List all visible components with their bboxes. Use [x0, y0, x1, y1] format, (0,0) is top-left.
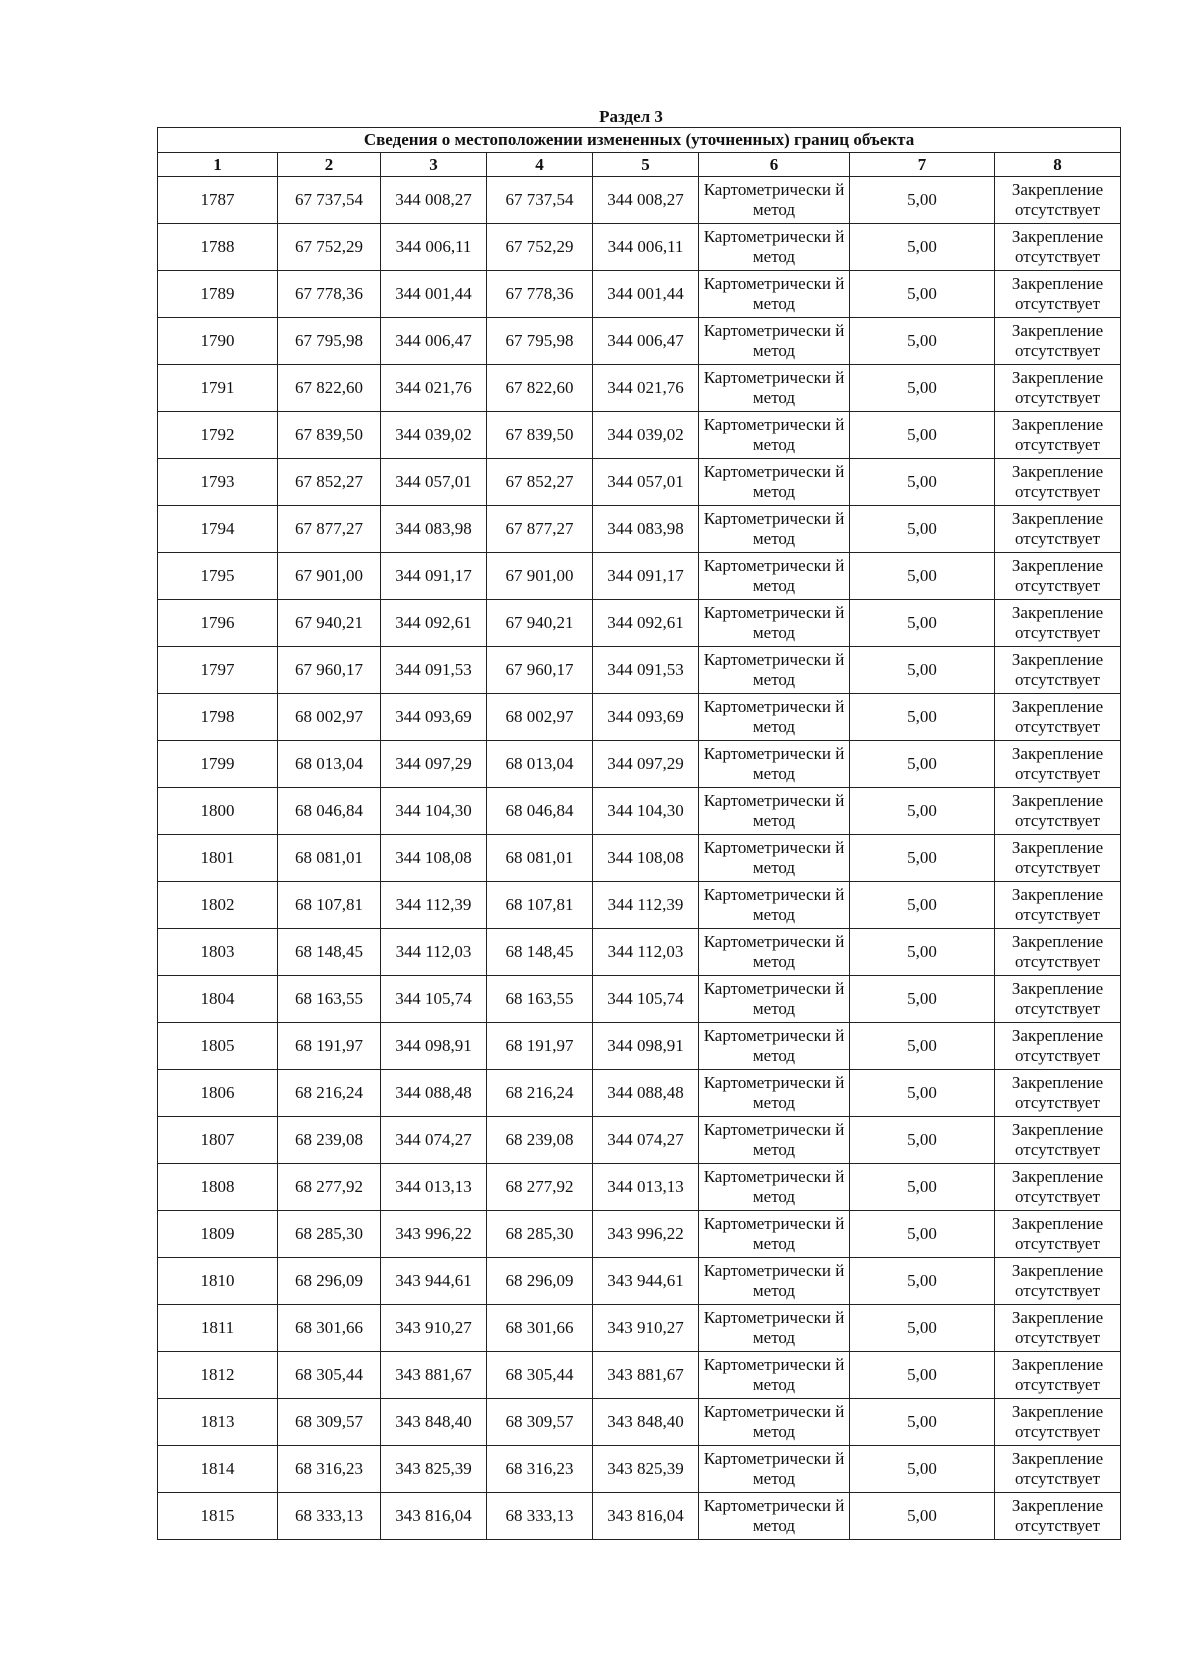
method-cell: Картометрически й метод [699, 271, 850, 318]
accuracy-cell: 5,00 [850, 365, 995, 412]
y-coordinate-cell: 344 001,44 [593, 271, 699, 318]
x-coordinate-cell: 68 013,04 [487, 741, 593, 788]
fixation-cell: Закрепление отсутствует [995, 412, 1121, 459]
accuracy-cell: 5,00 [850, 506, 995, 553]
x-coordinate-cell: 67 795,98 [487, 318, 593, 365]
accuracy-cell: 5,00 [850, 694, 995, 741]
x-coordinate-cell: 67 852,27 [487, 459, 593, 506]
y-coordinate-cell: 344 021,76 [593, 365, 699, 412]
x-coordinate-cell: 68 285,30 [278, 1211, 381, 1258]
table-row [158, 1070, 1121, 1117]
y-coordinate-cell: 344 013,13 [593, 1164, 699, 1211]
fixation-cell: Закрепление отсутствует [995, 1117, 1121, 1164]
x-coordinate-cell: 68 316,23 [487, 1446, 593, 1493]
table-row [158, 177, 1121, 224]
method-cell: Картометрически й метод [699, 224, 850, 271]
point-number-cell: 1806 [158, 1070, 278, 1117]
y-coordinate-cell: 344 093,69 [381, 694, 487, 741]
table-row [158, 600, 1121, 647]
column-number: 4 [487, 153, 593, 177]
method-cell: Картометрически й метод [699, 1211, 850, 1258]
accuracy-cell: 5,00 [850, 1070, 995, 1117]
fixation-cell: Закрепление отсутствует [995, 976, 1121, 1023]
x-coordinate-cell: 68 002,97 [278, 694, 381, 741]
y-coordinate-cell: 344 091,53 [381, 647, 487, 694]
point-number-cell: 1808 [158, 1164, 278, 1211]
x-coordinate-cell: 68 316,23 [278, 1446, 381, 1493]
y-coordinate-cell: 344 039,02 [593, 412, 699, 459]
y-coordinate-cell: 344 092,61 [381, 600, 487, 647]
x-coordinate-cell: 67 822,60 [487, 365, 593, 412]
x-coordinate-cell: 67 778,36 [278, 271, 381, 318]
x-coordinate-cell: 67 752,29 [487, 224, 593, 271]
point-number-cell: 1798 [158, 694, 278, 741]
point-number-cell: 1789 [158, 271, 278, 318]
accuracy-cell: 5,00 [850, 553, 995, 600]
point-number-cell: 1804 [158, 976, 278, 1023]
y-coordinate-cell: 344 008,27 [593, 177, 699, 224]
fixation-cell: Закрепление отсутствует [995, 741, 1121, 788]
x-coordinate-cell: 68 239,08 [278, 1117, 381, 1164]
y-coordinate-cell: 344 021,76 [381, 365, 487, 412]
x-coordinate-cell: 67 877,27 [278, 506, 381, 553]
x-coordinate-cell: 68 148,45 [487, 929, 593, 976]
x-coordinate-cell: 67 822,60 [278, 365, 381, 412]
y-coordinate-cell: 344 091,53 [593, 647, 699, 694]
x-coordinate-cell: 67 752,29 [278, 224, 381, 271]
y-coordinate-cell: 343 996,22 [593, 1211, 699, 1258]
fixation-cell: Закрепление отсутствует [995, 1023, 1121, 1070]
accuracy-cell: 5,00 [850, 1493, 995, 1540]
y-coordinate-cell: 344 108,08 [381, 835, 487, 882]
fixation-cell: Закрепление отсутствует [995, 694, 1121, 741]
y-coordinate-cell: 343 910,27 [381, 1305, 487, 1352]
fixation-cell: Закрепление отсутствует [995, 600, 1121, 647]
x-coordinate-cell: 68 305,44 [278, 1352, 381, 1399]
method-cell: Картометрически й метод [699, 318, 850, 365]
point-number-cell: 1799 [158, 741, 278, 788]
y-coordinate-cell: 344 098,91 [593, 1023, 699, 1070]
x-coordinate-cell: 67 737,54 [487, 177, 593, 224]
point-number-cell: 1811 [158, 1305, 278, 1352]
y-coordinate-cell: 344 098,91 [381, 1023, 487, 1070]
method-cell: Картометрически й метод [699, 1305, 850, 1352]
x-coordinate-cell: 68 046,84 [487, 788, 593, 835]
method-cell: Картометрически й метод [699, 741, 850, 788]
x-coordinate-cell: 67 737,54 [278, 177, 381, 224]
fixation-cell: Закрепление отсутствует [995, 882, 1121, 929]
y-coordinate-cell: 344 092,61 [593, 600, 699, 647]
method-cell: Картометрически й метод [699, 929, 850, 976]
x-coordinate-cell: 68 191,97 [278, 1023, 381, 1070]
x-coordinate-cell: 68 107,81 [487, 882, 593, 929]
accuracy-cell: 5,00 [850, 741, 995, 788]
table-row [158, 1493, 1121, 1540]
accuracy-cell: 5,00 [850, 1305, 995, 1352]
y-coordinate-cell: 344 108,08 [593, 835, 699, 882]
accuracy-cell: 5,00 [850, 647, 995, 694]
fixation-cell: Закрепление отсутствует [995, 1305, 1121, 1352]
y-coordinate-cell: 344 104,30 [593, 788, 699, 835]
x-coordinate-cell: 68 013,04 [278, 741, 381, 788]
accuracy-cell: 5,00 [850, 1352, 995, 1399]
x-coordinate-cell: 68 296,09 [487, 1258, 593, 1305]
point-number-cell: 1790 [158, 318, 278, 365]
y-coordinate-cell: 344 013,13 [381, 1164, 487, 1211]
x-coordinate-cell: 68 301,66 [487, 1305, 593, 1352]
table-row [158, 929, 1121, 976]
x-coordinate-cell: 67 839,50 [278, 412, 381, 459]
table-row [158, 271, 1121, 318]
fixation-cell: Закрепление отсутствует [995, 177, 1121, 224]
point-number-cell: 1814 [158, 1446, 278, 1493]
x-coordinate-cell: 67 877,27 [487, 506, 593, 553]
point-number-cell: 1803 [158, 929, 278, 976]
x-coordinate-cell: 67 940,21 [278, 600, 381, 647]
column-number: 6 [699, 153, 850, 177]
table-row [158, 1446, 1121, 1493]
point-number-cell: 1807 [158, 1117, 278, 1164]
y-coordinate-cell: 344 001,44 [381, 271, 487, 318]
x-coordinate-cell: 68 081,01 [278, 835, 381, 882]
x-coordinate-cell: 68 285,30 [487, 1211, 593, 1258]
point-number-cell: 1812 [158, 1352, 278, 1399]
method-cell: Картометрически й метод [699, 506, 850, 553]
y-coordinate-cell: 344 088,48 [593, 1070, 699, 1117]
y-coordinate-cell: 343 881,67 [593, 1352, 699, 1399]
y-coordinate-cell: 343 996,22 [381, 1211, 487, 1258]
point-number-cell: 1796 [158, 600, 278, 647]
y-coordinate-cell: 344 006,47 [593, 318, 699, 365]
section-title: Раздел 3 [599, 107, 663, 126]
y-coordinate-cell: 344 008,27 [381, 177, 487, 224]
accuracy-cell: 5,00 [850, 788, 995, 835]
table-caption-row [158, 128, 1121, 153]
x-coordinate-cell: 68 309,57 [487, 1399, 593, 1446]
y-coordinate-cell: 344 097,29 [381, 741, 487, 788]
accuracy-cell: 5,00 [850, 1258, 995, 1305]
point-number-cell: 1800 [158, 788, 278, 835]
x-coordinate-cell: 67 901,00 [487, 553, 593, 600]
point-number-cell: 1805 [158, 1023, 278, 1070]
y-coordinate-cell: 344 006,11 [593, 224, 699, 271]
x-coordinate-cell: 67 839,50 [487, 412, 593, 459]
fixation-cell: Закрепление отсутствует [995, 365, 1121, 412]
y-coordinate-cell: 343 944,61 [381, 1258, 487, 1305]
method-cell: Картометрически й метод [699, 1399, 850, 1446]
x-coordinate-cell: 67 795,98 [278, 318, 381, 365]
y-coordinate-cell: 344 074,27 [593, 1117, 699, 1164]
table-row [158, 1305, 1121, 1352]
method-cell: Картометрически й метод [699, 788, 850, 835]
y-coordinate-cell: 344 006,11 [381, 224, 487, 271]
x-coordinate-cell: 68 163,55 [487, 976, 593, 1023]
table-row [158, 788, 1121, 835]
table-row [158, 835, 1121, 882]
table-row [158, 1399, 1121, 1446]
y-coordinate-cell: 344 057,01 [593, 459, 699, 506]
x-coordinate-cell: 68 309,57 [278, 1399, 381, 1446]
y-coordinate-cell: 343 881,67 [381, 1352, 487, 1399]
y-coordinate-cell: 344 074,27 [381, 1117, 487, 1164]
x-coordinate-cell: 67 901,00 [278, 553, 381, 600]
fixation-cell: Закрепление отсутствует [995, 224, 1121, 271]
column-number: 7 [850, 153, 995, 177]
accuracy-cell: 5,00 [850, 224, 995, 271]
method-cell: Картометрически й метод [699, 412, 850, 459]
y-coordinate-cell: 344 112,03 [381, 929, 487, 976]
x-coordinate-cell: 68 239,08 [487, 1117, 593, 1164]
x-coordinate-cell: 68 216,24 [278, 1070, 381, 1117]
y-coordinate-cell: 344 083,98 [593, 506, 699, 553]
point-number-cell: 1797 [158, 647, 278, 694]
x-coordinate-cell: 67 778,36 [487, 271, 593, 318]
y-coordinate-cell: 344 104,30 [381, 788, 487, 835]
method-cell: Картометрически й метод [699, 1352, 850, 1399]
y-coordinate-cell: 343 848,40 [381, 1399, 487, 1446]
y-coordinate-cell: 344 112,03 [593, 929, 699, 976]
point-number-cell: 1794 [158, 506, 278, 553]
method-cell: Картометрически й метод [699, 882, 850, 929]
point-number-cell: 1813 [158, 1399, 278, 1446]
fixation-cell: Закрепление отсутствует [995, 1352, 1121, 1399]
accuracy-cell: 5,00 [850, 882, 995, 929]
x-coordinate-cell: 67 960,17 [487, 647, 593, 694]
accuracy-cell: 5,00 [850, 1164, 995, 1211]
point-number-cell: 1802 [158, 882, 278, 929]
x-coordinate-cell: 68 333,13 [278, 1493, 381, 1540]
fixation-cell: Закрепление отсутствует [995, 835, 1121, 882]
method-cell: Картометрически й метод [699, 553, 850, 600]
x-coordinate-cell: 68 046,84 [278, 788, 381, 835]
point-number-cell: 1787 [158, 177, 278, 224]
accuracy-cell: 5,00 [850, 318, 995, 365]
x-coordinate-cell: 68 191,97 [487, 1023, 593, 1070]
fixation-cell: Закрепление отсутствует [995, 1070, 1121, 1117]
accuracy-cell: 5,00 [850, 177, 995, 224]
point-number-cell: 1801 [158, 835, 278, 882]
x-coordinate-cell: 67 852,27 [278, 459, 381, 506]
table-row [158, 1258, 1121, 1305]
method-cell: Картометрически й метод [699, 1070, 850, 1117]
y-coordinate-cell: 344 006,47 [381, 318, 487, 365]
fixation-cell: Закрепление отсутствует [995, 647, 1121, 694]
accuracy-cell: 5,00 [850, 835, 995, 882]
accuracy-cell: 5,00 [850, 1117, 995, 1164]
y-coordinate-cell: 344 105,74 [593, 976, 699, 1023]
y-coordinate-cell: 344 091,17 [593, 553, 699, 600]
y-coordinate-cell: 344 093,69 [593, 694, 699, 741]
x-coordinate-cell: 68 277,92 [278, 1164, 381, 1211]
table-row [158, 1352, 1121, 1399]
y-coordinate-cell: 344 105,74 [381, 976, 487, 1023]
table-row [158, 1211, 1121, 1258]
x-coordinate-cell: 68 081,01 [487, 835, 593, 882]
column-number: 2 [278, 153, 381, 177]
fixation-cell: Закрепление отсутствует [995, 1164, 1121, 1211]
method-cell: Картометрически й метод [699, 1117, 850, 1164]
accuracy-cell: 5,00 [850, 1399, 995, 1446]
table-row [158, 412, 1121, 459]
y-coordinate-cell: 344 088,48 [381, 1070, 487, 1117]
table-row [158, 318, 1121, 365]
table-row [158, 1117, 1121, 1164]
method-cell: Картометрически й метод [699, 835, 850, 882]
fixation-cell: Закрепление отсутствует [995, 459, 1121, 506]
method-cell: Картометрически й метод [699, 1023, 850, 1070]
accuracy-cell: 5,00 [850, 600, 995, 647]
x-coordinate-cell: 68 163,55 [278, 976, 381, 1023]
point-number-cell: 1788 [158, 224, 278, 271]
method-cell: Картометрически й метод [699, 647, 850, 694]
accuracy-cell: 5,00 [850, 271, 995, 318]
fixation-cell: Закрепление отсутствует [995, 788, 1121, 835]
column-number: 8 [995, 153, 1121, 177]
fixation-cell: Закрепление отсутствует [995, 1446, 1121, 1493]
y-coordinate-cell: 344 091,17 [381, 553, 487, 600]
y-coordinate-cell: 343 825,39 [381, 1446, 487, 1493]
x-coordinate-cell: 68 333,13 [487, 1493, 593, 1540]
fixation-cell: Закрепление отсутствует [995, 1258, 1121, 1305]
point-number-cell: 1795 [158, 553, 278, 600]
table-row [158, 694, 1121, 741]
method-cell: Картометрически й метод [699, 177, 850, 224]
method-cell: Картометрически й метод [699, 694, 850, 741]
y-coordinate-cell: 344 097,29 [593, 741, 699, 788]
y-coordinate-cell: 343 944,61 [593, 1258, 699, 1305]
x-coordinate-cell: 68 216,24 [487, 1070, 593, 1117]
fixation-cell: Закрепление отсутствует [995, 271, 1121, 318]
method-cell: Картометрически й метод [699, 976, 850, 1023]
point-number-cell: 1810 [158, 1258, 278, 1305]
y-coordinate-cell: 344 083,98 [381, 506, 487, 553]
fixation-cell: Закрепление отсутствует [995, 1399, 1121, 1446]
table-row [158, 224, 1121, 271]
fixation-cell: Закрепление отсутствует [995, 929, 1121, 976]
table-row [158, 365, 1121, 412]
y-coordinate-cell: 343 848,40 [593, 1399, 699, 1446]
fixation-cell: Закрепление отсутствует [995, 553, 1121, 600]
y-coordinate-cell: 343 816,04 [381, 1493, 487, 1540]
fixation-cell: Закрепление отсутствует [995, 1493, 1121, 1540]
table-row [158, 976, 1121, 1023]
accuracy-cell: 5,00 [850, 1446, 995, 1493]
x-coordinate-cell: 68 002,97 [487, 694, 593, 741]
boundary-coordinates-table [157, 127, 1121, 1540]
point-number-cell: 1791 [158, 365, 278, 412]
column-number: 5 [593, 153, 699, 177]
y-coordinate-cell: 343 816,04 [593, 1493, 699, 1540]
method-cell: Картометрически й метод [699, 600, 850, 647]
y-coordinate-cell: 343 910,27 [593, 1305, 699, 1352]
table-row [158, 647, 1121, 694]
point-number-cell: 1809 [158, 1211, 278, 1258]
accuracy-cell: 5,00 [850, 412, 995, 459]
accuracy-cell: 5,00 [850, 976, 995, 1023]
table-row [158, 882, 1121, 929]
table-row [158, 1023, 1121, 1070]
y-coordinate-cell: 344 057,01 [381, 459, 487, 506]
fixation-cell: Закрепление отсутствует [995, 506, 1121, 553]
method-cell: Картометрически й метод [699, 1258, 850, 1305]
accuracy-cell: 5,00 [850, 1211, 995, 1258]
accuracy-cell: 5,00 [850, 929, 995, 976]
fixation-cell: Закрепление отсутствует [995, 1211, 1121, 1258]
method-cell: Картометрически й метод [699, 365, 850, 412]
table-row [158, 741, 1121, 788]
point-number-cell: 1792 [158, 412, 278, 459]
method-cell: Картометрически й метод [699, 1493, 850, 1540]
x-coordinate-cell: 68 148,45 [278, 929, 381, 976]
column-number: 3 [381, 153, 487, 177]
x-coordinate-cell: 68 107,81 [278, 882, 381, 929]
table-row [158, 459, 1121, 506]
x-coordinate-cell: 68 277,92 [487, 1164, 593, 1211]
table-row [158, 506, 1121, 553]
method-cell: Картометрически й метод [699, 1164, 850, 1211]
table-row [158, 1164, 1121, 1211]
x-coordinate-cell: 68 301,66 [278, 1305, 381, 1352]
point-number-cell: 1793 [158, 459, 278, 506]
method-cell: Картометрически й метод [699, 459, 850, 506]
fixation-cell: Закрепление отсутствует [995, 318, 1121, 365]
x-coordinate-cell: 68 296,09 [278, 1258, 381, 1305]
accuracy-cell: 5,00 [850, 1023, 995, 1070]
y-coordinate-cell: 344 039,02 [381, 412, 487, 459]
table-caption: Сведения о местоположении измененных (уточненных) границ объекта [158, 128, 1121, 153]
table-row [158, 553, 1121, 600]
y-coordinate-cell: 344 112,39 [593, 882, 699, 929]
method-cell: Картометрически й метод [699, 1446, 850, 1493]
column-number-row [158, 153, 1121, 177]
x-coordinate-cell: 67 960,17 [278, 647, 381, 694]
y-coordinate-cell: 343 825,39 [593, 1446, 699, 1493]
y-coordinate-cell: 344 112,39 [381, 882, 487, 929]
point-number-cell: 1815 [158, 1493, 278, 1540]
column-number: 1 [158, 153, 278, 177]
x-coordinate-cell: 67 940,21 [487, 600, 593, 647]
x-coordinate-cell: 68 305,44 [487, 1352, 593, 1399]
accuracy-cell: 5,00 [850, 459, 995, 506]
